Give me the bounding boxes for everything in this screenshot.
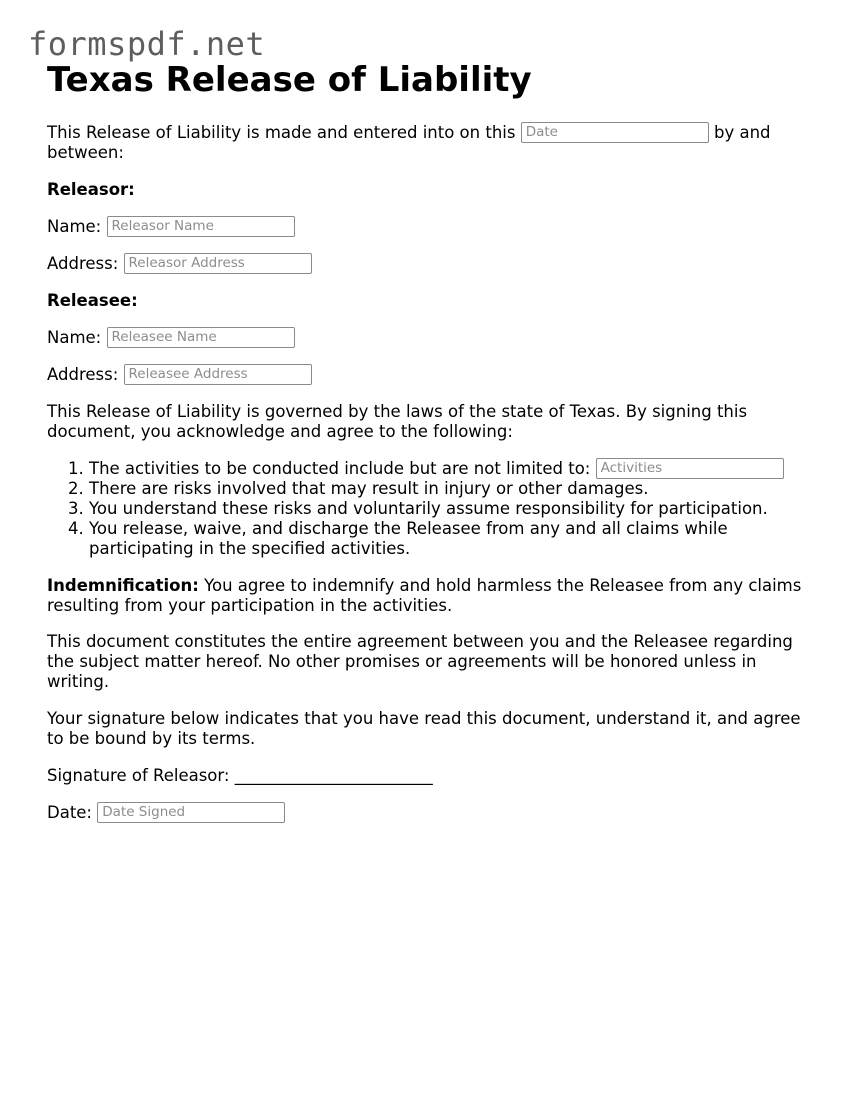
acknowledgement-paragraph: Your signature below indicates that you have read this document, understand it, and agree to be bound by its terms. xyxy=(47,709,801,748)
release-form xyxy=(47,56,817,823)
releasor-address-row xyxy=(47,254,817,274)
releasor-name-row xyxy=(47,217,817,237)
date-signed-row xyxy=(47,803,817,823)
releasee-name-label: Name: xyxy=(47,328,102,347)
indemnification-paragraph xyxy=(47,576,817,616)
activities-input[interactable] xyxy=(596,458,784,479)
signature-line[interactable]: ________________________ xyxy=(234,766,433,785)
entire-agreement-paragraph: This document constitutes the entire agreement between you and the Releasee regarding the subject matter hereof. No other promises or agreements will be honored unless in writing. xyxy=(47,632,793,691)
releasor-name-label: Name: xyxy=(47,217,102,236)
signature-row xyxy=(47,766,817,786)
releasor-name-input[interactable] xyxy=(107,216,295,237)
list-item: 2. There are risks involved that may result in injury or other damages. xyxy=(89,479,817,499)
page-title: Texas Release of Liability xyxy=(47,60,532,100)
releasee-address-input[interactable] xyxy=(124,364,312,385)
intro-paragraph xyxy=(47,123,817,163)
watermark-text: formspdf.net xyxy=(28,25,266,63)
date-signed-input[interactable] xyxy=(97,802,285,823)
date-signed-label: Date: xyxy=(47,803,92,822)
releasor-address-label: Address: xyxy=(47,254,119,273)
releasee-address-label: Address: xyxy=(47,365,119,384)
list-item: 3. You understand these risks and voluntarily assume responsibility for participation. xyxy=(89,499,817,519)
releasee-heading: Releasee: xyxy=(47,291,138,310)
list-item xyxy=(89,459,817,479)
releasee-address-row xyxy=(47,365,817,385)
governing-law-paragraph: This Release of Liability is governed by the laws of the state of Texas. By signing this document, you acknowledge and agree to the following: xyxy=(47,402,748,441)
list-item: 4. You release, waive, and discharge the Releasee from any and all claims while participating in the specified activities. xyxy=(89,519,817,559)
releasor-address-input[interactable] xyxy=(124,253,312,274)
terms-list xyxy=(47,459,817,559)
indemnification-text: You agree to indemnify and hold harmless the Releasee from any claims resulting from your participation in the activities. xyxy=(47,576,802,615)
indemnification-label: Indemnification: xyxy=(47,576,199,595)
releasor-heading: Releasor: xyxy=(47,180,135,199)
agreement-date-input[interactable] xyxy=(521,122,709,143)
releasee-name-input[interactable] xyxy=(107,327,295,348)
signature-label: Signature of Releasor: xyxy=(47,766,230,785)
term-text: The activities to be conducted include but are not limited to: xyxy=(89,459,591,478)
releasee-name-row xyxy=(47,328,817,348)
intro-text-before: This Release of Liability is made and entered into on this xyxy=(47,123,516,142)
intro-text-after: by and between: xyxy=(47,123,771,162)
